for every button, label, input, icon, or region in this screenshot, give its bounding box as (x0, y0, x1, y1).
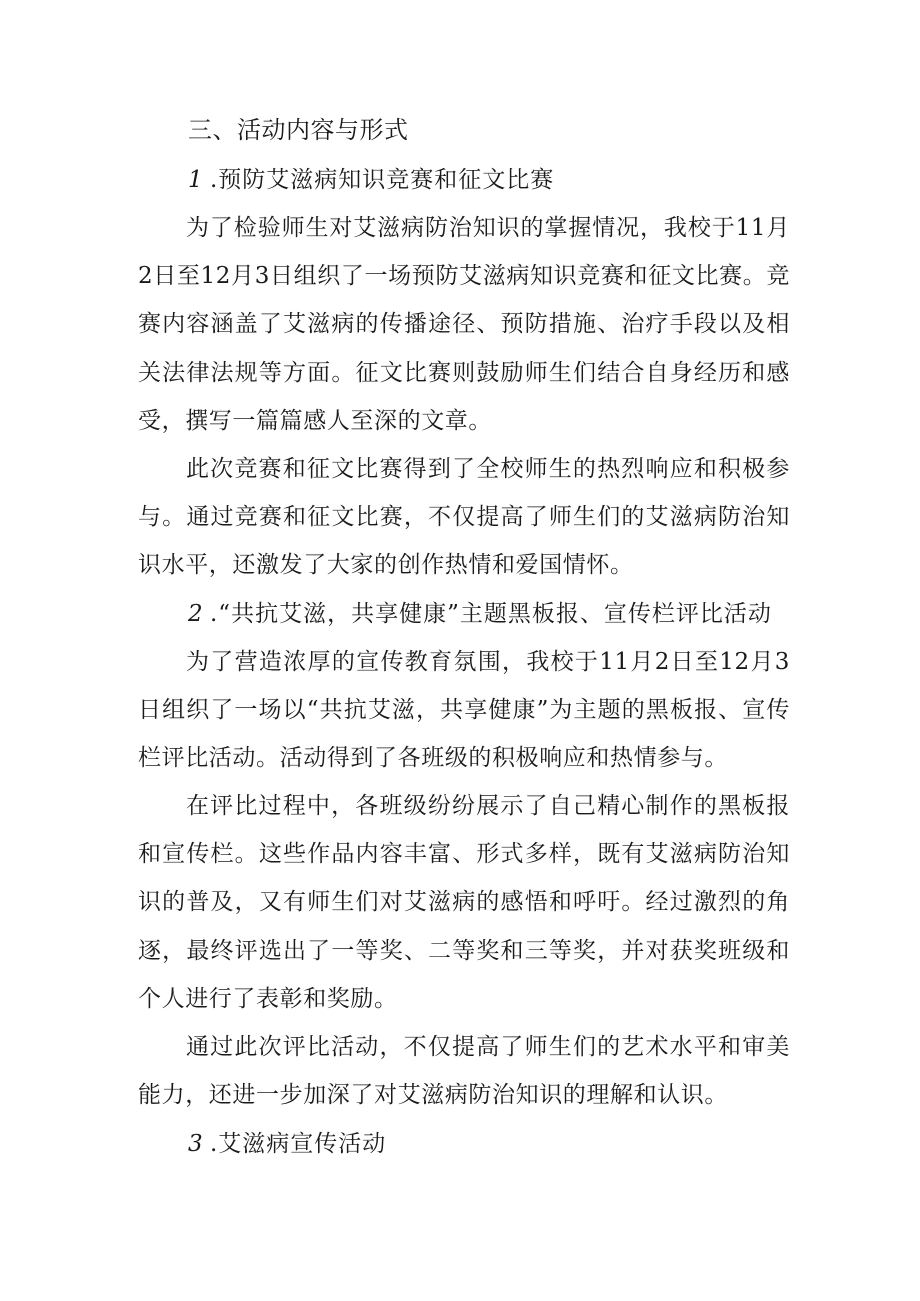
item-title-text: .艾滋病宣传活动 (210, 1131, 387, 1157)
item-title-text: .预防艾滋病知识竞赛和征文比赛 (210, 167, 555, 193)
item-2-title (188, 596, 772, 632)
paragraph: 此次竞赛和征文比赛得到了全校师生的热烈响应和积极参与。通过竞赛和征文比赛，不仅提高了师生们的艾滋病防治知识水平，还激发了大家的创作热情和爱国情怀。 (138, 456, 790, 579)
item-number: 2 (188, 601, 204, 627)
item-number: 3 (188, 1131, 204, 1157)
paragraph: 为了营造浓厚的宣传教育氛围，我校于11月2日至12月3日组织了一场以“共抗艾滋，共享健康”为主题的黑板报、宣传栏评比活动。活动得到了各班级的积极响应和热情参与。 (138, 649, 790, 772)
paragraph: 通过此次评比活动，不仅提高了师生们的艺术水平和审美能力，还进一步加深了对艾滋病防治知识的理解和认识。 (138, 1034, 790, 1109)
paragraph: 在评比过程中，各班级纷纷展示了自己精心制作的黑板报和宣传栏。这些作品内容丰富、形式多样，既有艾滋病防治知识的普及，又有师生们对艾滋病的感悟和呼吁。经过激烈的角逐，最终评选出了一等奖、二等奖和三等奖，并对获奖班级和个人进行了表彰和奖励。 (138, 793, 790, 1012)
item-1-title (188, 162, 554, 198)
item-number: 1 (188, 167, 204, 193)
item-3-title (188, 1126, 386, 1162)
section-heading: 三、活动内容与形式 (188, 116, 409, 144)
item-title-text: .“共抗艾滋，共享健康”主题黑板报、宣传栏评比活动 (210, 601, 772, 627)
paragraph: 为了检验师生对艾滋病防治知识的掌握情况，我校于11月2日至12月3日组织了一场预防艾滋病知识竞赛和征文比赛。竞赛内容涵盖了艾滋病的传播途径、预防措施、治疗手段以及相关法律法规等方面。征文比赛则鼓励师生们结合自身经历和感受，撰写一篇篇感人至深的文章。 (138, 215, 790, 434)
